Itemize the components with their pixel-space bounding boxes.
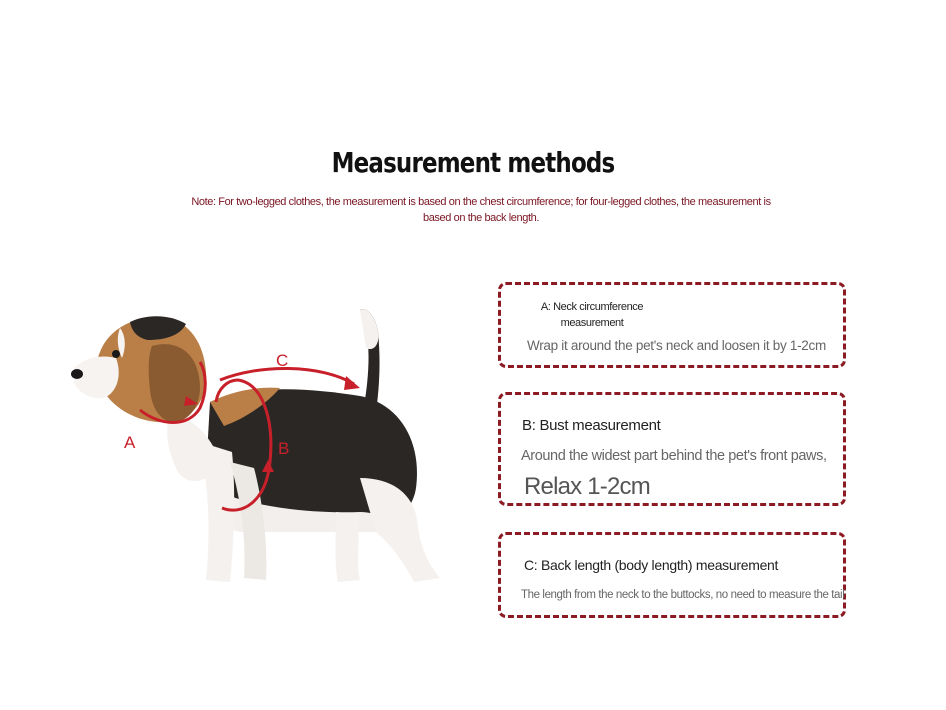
back-length-desc: The length from the neck to the buttocks, no need to measure the tail — [521, 589, 845, 601]
bust-measurement-box — [498, 392, 846, 506]
label-a: A — [124, 433, 136, 452]
neck-measurement-title: A: Neck circumference measurement — [540, 301, 644, 329]
dog-illustration — [60, 292, 480, 592]
back-length-box — [498, 532, 846, 618]
bust-measurement-title: B: Bust measurement — [522, 417, 661, 434]
dog-measurement-diagram — [60, 292, 480, 592]
bust-measurement-desc: Around the widest part behind the pet's front paws, — [521, 448, 827, 464]
bust-relax-note: Relax 1-2cm — [524, 473, 650, 500]
back-length-title: C: Back length (body length) measurement — [524, 557, 779, 573]
neck-measurement-box — [498, 282, 846, 368]
neck-measurement-desc: Wrap it around the pet's neck and loosen it by 1-2cm — [527, 338, 826, 353]
label-b: B — [278, 439, 290, 458]
label-c: C — [276, 351, 289, 370]
page-title: Measurement methods — [331, 146, 615, 179]
note-text: Note: For two-legged clothes, the measurement is based on the chest circumference; for four-legged clothes, the measurement is based on the back length. — [191, 196, 771, 224]
